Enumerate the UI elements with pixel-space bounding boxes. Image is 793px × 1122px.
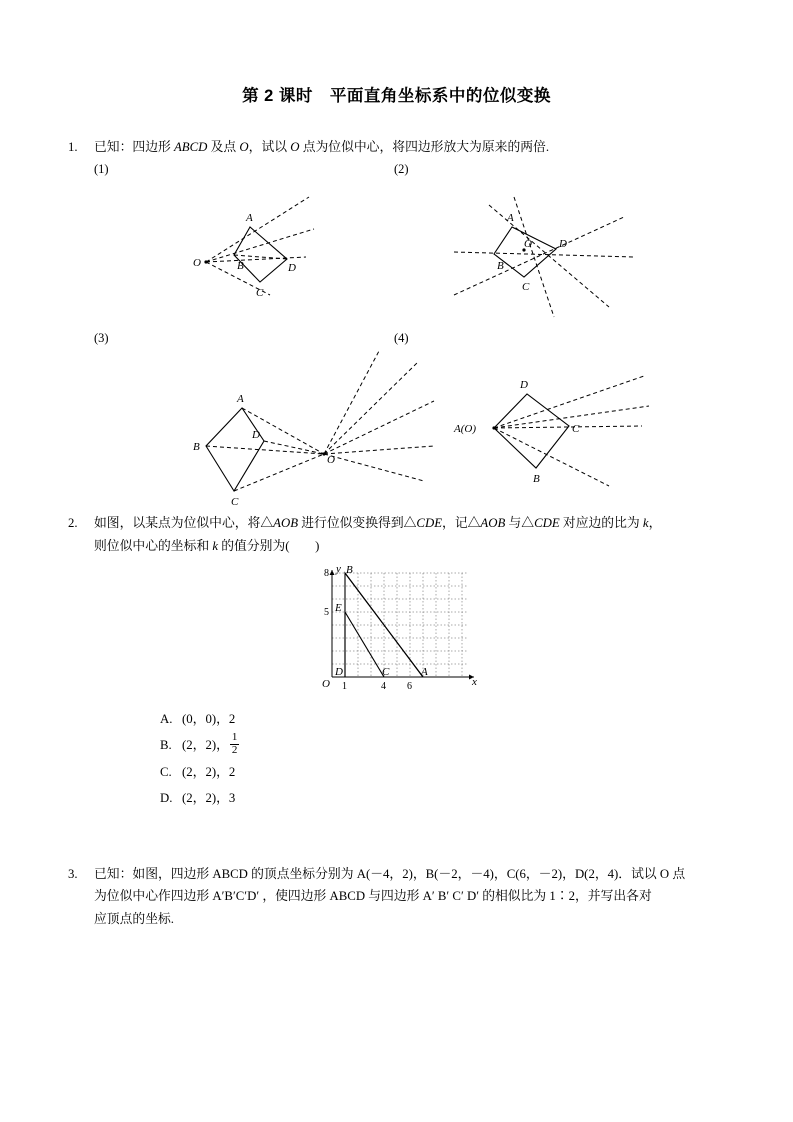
choice-a-text: (0，0)，2 (182, 712, 236, 727)
choice-c-key: C. (160, 764, 172, 779)
sublabel-3: (3) (94, 331, 109, 346)
question-3-number: 3. (68, 867, 78, 882)
choice-b-fraction (230, 732, 240, 756)
question-3-text (94, 863, 725, 930)
choice-a[interactable] (160, 706, 725, 732)
figure-3-container (94, 346, 394, 509)
choice-d-key: D. (160, 790, 173, 805)
grid-label-origin: O (321, 678, 330, 691)
figure-4-label-B: B (533, 473, 540, 486)
choice-b-key: B. (160, 738, 172, 753)
question-2-line-1 (94, 512, 725, 534)
q1-part-b: 及点 (207, 140, 240, 154)
figure-1-label-D: D (288, 262, 296, 275)
q2-k2: k (212, 538, 219, 553)
figure-1-container (94, 177, 394, 327)
figure-4-label-A-O: A(O) (454, 423, 476, 436)
question-2-choices (160, 706, 725, 811)
choice-c[interactable] (160, 759, 725, 785)
choice-b-denominator: 2 (231, 744, 238, 756)
question-3-line-3: 应顶点的坐标. (94, 911, 174, 926)
figure-1-label-O: O (193, 257, 201, 270)
choice-b[interactable] (160, 732, 725, 758)
figure-3-label-A: A (237, 393, 244, 406)
grid-label-D: D (334, 666, 343, 679)
q2-aob2: AOB (480, 516, 506, 531)
figure-3 (94, 346, 394, 511)
choice-b-text: (2，2)， (182, 738, 229, 753)
figure-1 (94, 177, 394, 327)
figure-4-label-D: D (520, 379, 528, 392)
sublabel-2: (2) (394, 162, 409, 177)
q1-part-a: 已知：四边形 (94, 140, 174, 154)
grid-ytick-5: 5 (323, 607, 329, 619)
q2-t2: 进行位似变换得到△ (298, 516, 417, 531)
figure-3-label-O: O (327, 454, 335, 467)
question-2-text (94, 512, 725, 557)
figure-2-label-O: O (524, 238, 532, 251)
question-2-line-2 (94, 535, 725, 557)
q2-t4: 与△ (505, 516, 535, 531)
sublabel-1: (1) (94, 162, 109, 177)
figure-1-label-A: A (246, 212, 253, 225)
q2-aob: AOB (273, 516, 299, 531)
q2-t1: 如图，以某点为位似中心，将△ (94, 516, 274, 531)
question-2 (68, 512, 725, 557)
figure-1-label-B: B (237, 260, 244, 273)
figure-2 (394, 177, 734, 327)
q1-part-d: 点为位似中心，将四边形放大为原来的两倍. (299, 140, 550, 154)
q1-o: O (239, 140, 249, 154)
figure-2-label-A: A (507, 212, 514, 225)
question-3 (68, 863, 725, 930)
q2-t8: 的值分别为( ) (218, 538, 320, 553)
grid-label-C: C (381, 666, 389, 679)
question-1-number: 1. (68, 140, 78, 154)
figure-4-container (394, 346, 734, 496)
grid-label-A: A (420, 666, 428, 679)
choice-c-text: (2，2)，2 (182, 764, 236, 779)
q2-t6: ， (648, 516, 662, 531)
figure-4 (394, 346, 734, 511)
sublabel-4: (4) (394, 331, 409, 346)
question-1-text (94, 136, 725, 158)
grid-label-E: E (334, 602, 342, 615)
figure-3-label-D: D (252, 429, 260, 442)
figure-3-label-B: B (193, 441, 200, 454)
grid-xtick-4: 4 (380, 681, 386, 693)
sublabel-row-2 (94, 331, 725, 346)
grid-label-B: B (345, 564, 353, 577)
q2-t7: 则位似中心的坐标和 (94, 538, 213, 553)
q2-t5: 对应边的比为 (559, 516, 643, 531)
question-3-line-1: 已知：如图，四边形 ABCD 的顶点坐标分别为 A(－4，2)，B(－2，－4)，C(6，－2)，D(2，4)．试以 O 点 (94, 867, 686, 882)
figure-2-label-D: D (559, 238, 567, 251)
grid-xtick-6: 6 (406, 681, 412, 693)
q2-k: k (642, 516, 649, 531)
grid-figure-container (68, 565, 725, 700)
figure-4-label-C: C (572, 423, 580, 436)
choice-a-key: A. (160, 712, 173, 727)
q2-cde: CDE (416, 516, 443, 531)
choice-d[interactable] (160, 785, 725, 811)
figure-3-label-C: C (231, 496, 239, 509)
q2-t3: ，记△ (442, 516, 481, 531)
choice-b-numerator: 1 (231, 731, 238, 744)
grid-axis-y: y (335, 563, 341, 576)
question-3-line-2: 为位似中心作四边形 A′B′C′D′ ，使四边形 ABCD 与四边形 A′ B′ C′ D′ 的相似比为 1∶2，并写出各对 (94, 889, 652, 904)
figure-1-label-C: C (256, 287, 264, 300)
figure-2-label-B: B (497, 260, 504, 273)
grid-ytick-8: 8 (323, 568, 329, 580)
q1-part-c: ，试以 (248, 140, 291, 154)
grid-figure (302, 565, 492, 700)
question-2-number: 2. (68, 516, 78, 531)
figure-2-container (394, 177, 734, 327)
q1-abcd: ABCD (173, 140, 208, 154)
grid-xtick-1: 1 (341, 681, 347, 693)
figure-row-1 (94, 177, 725, 327)
sublabel-row-1 (94, 162, 725, 177)
question-1 (68, 136, 725, 158)
page-title: 第 2 课时 平面直角坐标系中的位似变换 (242, 87, 551, 105)
grid-axis-x: x (471, 676, 477, 689)
figure-row-2 (94, 346, 725, 509)
figure-2-label-C: C (522, 281, 530, 294)
q1-o2: O (290, 140, 300, 154)
q2-cde2: CDE (534, 516, 560, 531)
choice-d-text: (2，2)，3 (182, 790, 236, 805)
